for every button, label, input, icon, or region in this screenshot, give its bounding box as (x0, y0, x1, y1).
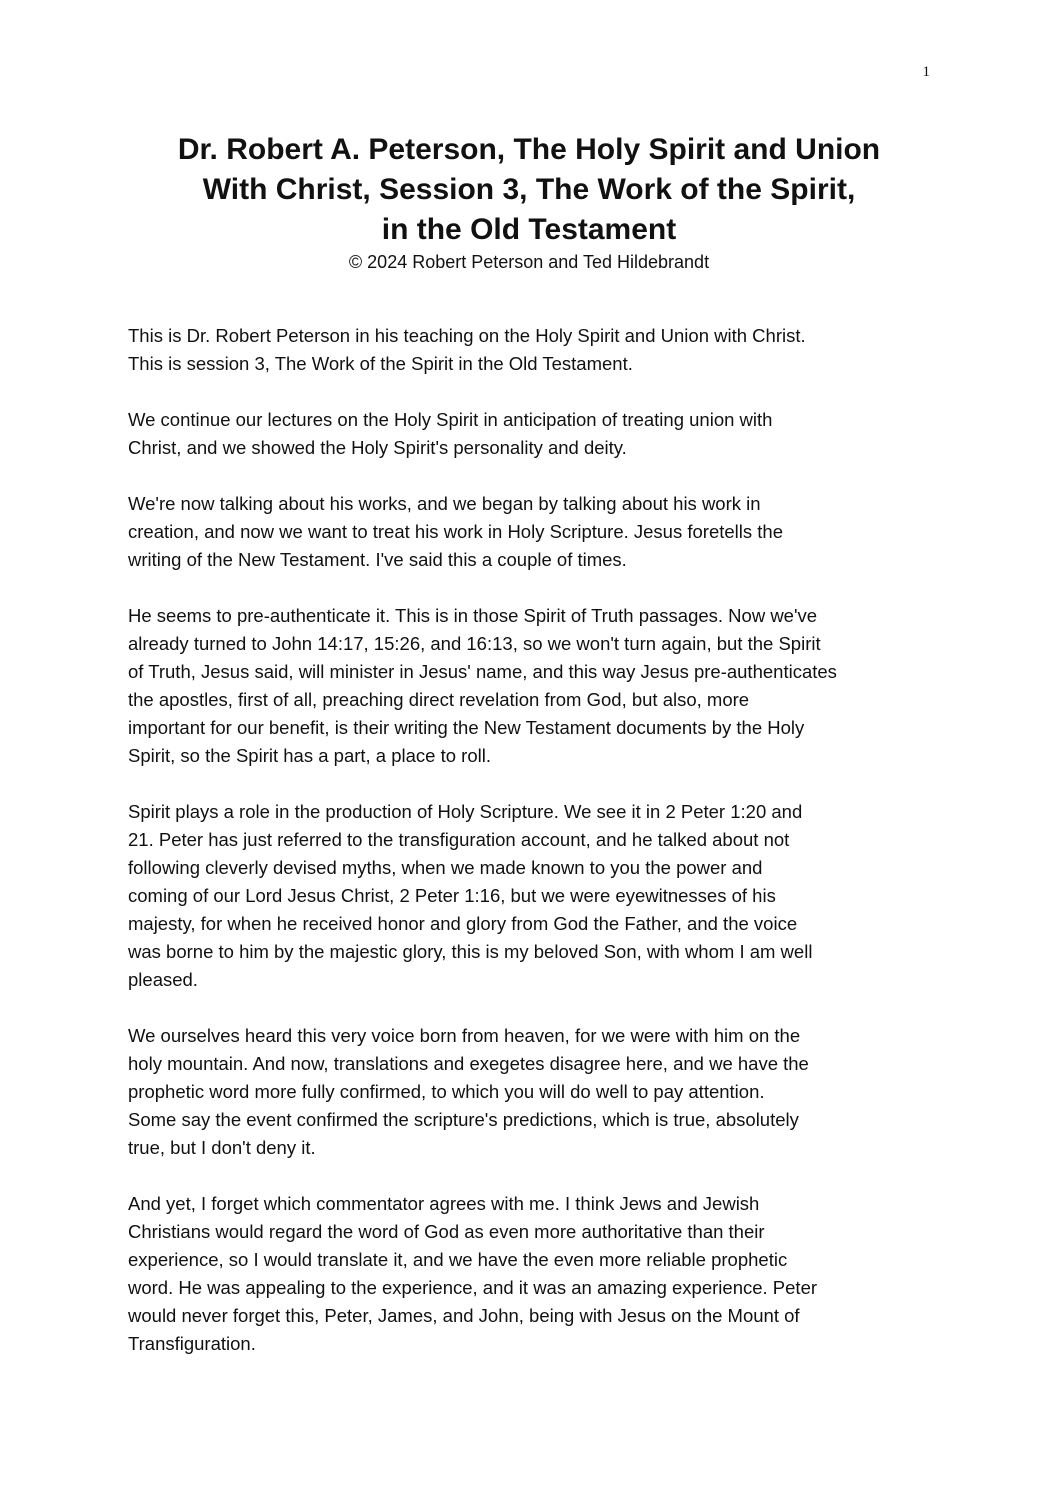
paragraph-line: He seems to pre-authenticate it. This is in those Spirit of Truth passages. Now we've (128, 605, 818, 626)
paragraph-line: true, but I don't deny it. (128, 1137, 316, 1158)
paragraph (128, 1022, 938, 1162)
paragraph-line: following cleverly devised myths, when we made known to you the power and (128, 857, 763, 878)
paragraph-line: the apostles, first of all, preaching direct revelation from God, but also, more (128, 689, 750, 710)
paragraph-line: Spirit plays a role in the production of Holy Scripture. We see it in 2 Peter 1:20 and (128, 801, 803, 822)
document-body (128, 322, 938, 1386)
paragraph-line: This is session 3, The Work of the Spirit in the Old Testament. (128, 353, 633, 374)
paragraph-line: would never forget this, Peter, James, and John, being with Jesus on the Mount of (128, 1305, 800, 1326)
paragraph-line: prophetic word more fully confirmed, to which you will do well to pay attention. (128, 1081, 765, 1102)
paragraph-line: Christians would regard the word of God as even more authoritative than their (128, 1221, 765, 1242)
paragraph-line: Spirit, so the Spirit has a part, a place to roll. (128, 745, 491, 766)
paragraph-line: majesty, for when he received honor and glory from God the Father, and the voice (128, 913, 798, 934)
document-header (100, 130, 958, 274)
document-title-line: in the Old Testament (381, 213, 677, 246)
paragraph-line: of Truth, Jesus said, will minister in Jesus' name, and this way Jesus pre-authenticates (128, 661, 837, 682)
paragraph-line: holy mountain. And now, translations and exegetes disagree here, and we have the (128, 1053, 809, 1074)
paragraph-line: Some say the event confirmed the scripture's predictions, which is true, absolutely (128, 1109, 799, 1130)
paragraph-line: creation, and now we want to treat his work in Holy Scripture. Jesus foretells the (128, 521, 783, 542)
paragraph (128, 798, 938, 994)
paragraph-line: word. He was appealing to the experience, and it was an amazing experience. Peter (128, 1277, 818, 1298)
paragraph-line: pleased. (128, 969, 198, 990)
document-title-line: With Christ, Session 3, The Work of the Spirit, (202, 173, 856, 206)
paragraph-line: already turned to John 14:17, 15:26, and 16:13, so we won't turn again, but the Spirit (128, 633, 821, 654)
paragraph-line: Transfiguration. (128, 1333, 256, 1354)
paragraph-line: And yet, I forget which commentator agrees with me. I think Jews and Jewish (128, 1193, 760, 1214)
paragraph-line: important for our benefit, is their writing the New Testament documents by the Holy (128, 717, 805, 738)
paragraph-line: We ourselves heard this very voice born from heaven, for we were with him on the (128, 1025, 801, 1046)
paragraph (128, 322, 938, 378)
page-number: 1 (922, 64, 930, 80)
paragraph (128, 1190, 938, 1358)
paragraph-line: coming of our Lord Jesus Christ, 2 Peter 1:16, but we were eyewitnesses of his (128, 885, 776, 906)
paragraph-line: was borne to him by the majestic glory, this is my beloved Son, with whom I am well (128, 941, 813, 962)
paragraph-line: Christ, and we showed the Holy Spirit's personality and deity. (128, 437, 627, 458)
paragraph (128, 406, 938, 462)
paragraph-line: This is Dr. Robert Peterson in his teaching on the Holy Spirit and Union with Christ. (128, 325, 806, 346)
paragraph-line: We continue our lectures on the Holy Spirit in anticipation of treating union with (128, 409, 773, 430)
document-title-line: Dr. Robert A. Peterson, The Holy Spirit and Union (177, 133, 881, 166)
paragraph-line: 21. Peter has just referred to the transfiguration account, and he talked about not (128, 829, 790, 850)
copyright-notice: © 2024 Robert Peterson and Ted Hildebrandt (348, 252, 710, 272)
paragraph-line: writing of the New Testament. I've said this a couple of times. (128, 549, 627, 570)
paragraph (128, 602, 938, 770)
paragraph-line: experience, so I would translate it, and we have the even more reliable prophetic (128, 1249, 788, 1270)
paragraph (128, 490, 938, 574)
paragraph-line: We're now talking about his works, and we began by talking about his work in (128, 493, 761, 514)
